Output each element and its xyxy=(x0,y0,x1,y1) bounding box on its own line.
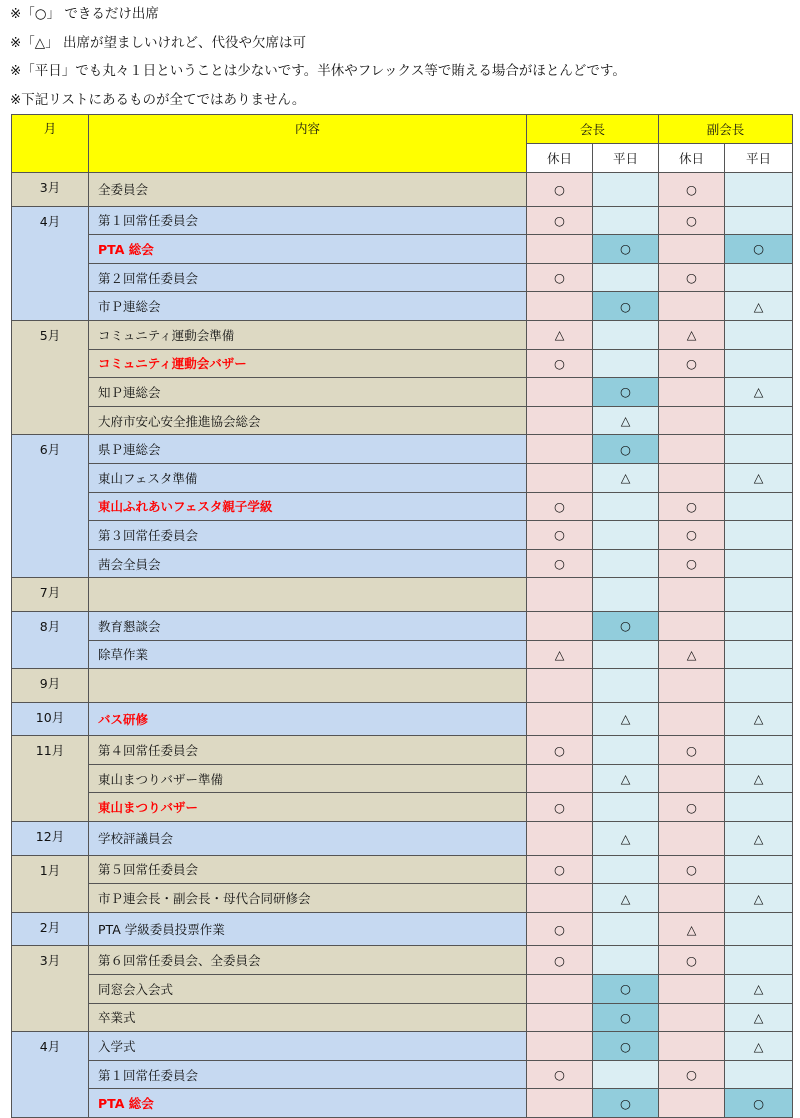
header-president-holiday: 休日 xyxy=(527,144,593,173)
table-row xyxy=(12,793,793,822)
vice-weekday-mark xyxy=(725,640,793,669)
table-row xyxy=(12,946,793,975)
event-name: 第２回常任委員会 xyxy=(89,263,527,292)
event-name: 学校評議員会 xyxy=(89,822,527,856)
note-list: ※下記リストにあるものが全てではありません。 xyxy=(10,91,306,108)
note-circle: ※「○」 できるだけ出席 xyxy=(10,6,159,22)
vice-holiday-mark xyxy=(659,578,725,612)
event-name: 市Ｐ連総会 xyxy=(89,292,527,321)
vice-weekday-mark xyxy=(725,1060,793,1089)
vice-holiday-mark: ○ xyxy=(659,946,725,975)
event-name: 大府市安心安全推進協会総会 xyxy=(89,406,527,435)
table-row xyxy=(12,435,793,464)
header-vice-weekday: 平日 xyxy=(725,144,793,173)
vice-holiday-mark xyxy=(659,669,725,703)
vice-holiday-mark: ○ xyxy=(659,793,725,822)
table-row xyxy=(12,640,793,669)
vice-weekday-mark: △ xyxy=(725,764,793,793)
vice-holiday-mark: △ xyxy=(659,640,725,669)
vice-weekday-mark: △ xyxy=(725,463,793,492)
event-name: 同窓会入会式 xyxy=(89,975,527,1004)
vice-holiday-mark xyxy=(659,1003,725,1032)
vice-holiday-mark xyxy=(659,822,725,856)
notes xyxy=(10,0,800,114)
president-weekday-mark: △ xyxy=(593,406,659,435)
schedule-table xyxy=(11,114,793,1118)
month-cell: 3月 xyxy=(12,946,89,1032)
president-holiday-mark: △ xyxy=(527,320,593,349)
vice-holiday-mark: ○ xyxy=(659,736,725,765)
vice-weekday-mark xyxy=(725,946,793,975)
event-name: 東山ふれあいフェスタ親子学級 xyxy=(89,492,527,521)
president-weekday-mark xyxy=(593,206,659,235)
table-row xyxy=(12,549,793,578)
event-name: 第１回常任委員会 xyxy=(89,1060,527,1089)
event-name: バス研修 xyxy=(89,702,527,736)
president-holiday-mark xyxy=(527,611,593,640)
president-weekday-mark: ○ xyxy=(593,435,659,464)
president-weekday-mark xyxy=(593,1060,659,1089)
president-holiday-mark: ○ xyxy=(527,736,593,765)
president-holiday-mark: ○ xyxy=(527,946,593,975)
president-holiday-mark xyxy=(527,406,593,435)
vice-weekday-mark xyxy=(725,349,793,378)
vice-holiday-mark xyxy=(659,378,725,407)
table-row xyxy=(12,884,793,913)
month-cell: 2月 xyxy=(12,912,89,946)
table-row xyxy=(12,736,793,765)
vice-holiday-mark: ○ xyxy=(659,263,725,292)
table-row xyxy=(12,173,793,207)
table-row xyxy=(12,349,793,378)
month-cell: 7月 xyxy=(12,578,89,612)
president-weekday-mark xyxy=(593,549,659,578)
vice-holiday-mark xyxy=(659,611,725,640)
president-weekday-mark xyxy=(593,173,659,207)
vice-weekday-mark xyxy=(725,855,793,884)
president-weekday-mark: △ xyxy=(593,702,659,736)
event-name: 東山フェスタ準備 xyxy=(89,463,527,492)
president-weekday-mark: ○ xyxy=(593,1003,659,1032)
table-row xyxy=(12,406,793,435)
vice-holiday-mark xyxy=(659,292,725,321)
president-weekday-mark: △ xyxy=(593,884,659,913)
table-row xyxy=(12,263,793,292)
president-holiday-mark xyxy=(527,702,593,736)
table-row xyxy=(12,206,793,235)
vice-holiday-mark xyxy=(659,435,725,464)
president-holiday-mark xyxy=(527,1003,593,1032)
vice-holiday-mark: ○ xyxy=(659,206,725,235)
vice-holiday-mark xyxy=(659,1032,725,1061)
event-name: 県Ｐ連総会 xyxy=(89,435,527,464)
president-weekday-mark xyxy=(593,521,659,550)
president-holiday-mark xyxy=(527,669,593,703)
president-holiday-mark: ○ xyxy=(527,793,593,822)
vice-weekday-mark: △ xyxy=(725,702,793,736)
event-name: 茜会全員会 xyxy=(89,549,527,578)
table-row xyxy=(12,1003,793,1032)
note-triangle: ※「△」 出席が望ましいけれど、代役や欠席は可 xyxy=(10,34,306,51)
vice-holiday-mark xyxy=(659,975,725,1004)
vice-weekday-mark xyxy=(725,173,793,207)
vice-holiday-mark: ○ xyxy=(659,492,725,521)
vice-weekday-mark xyxy=(725,435,793,464)
president-holiday-mark xyxy=(527,884,593,913)
president-weekday-mark xyxy=(593,946,659,975)
month-cell: 11月 xyxy=(12,736,89,822)
vice-holiday-mark: ○ xyxy=(659,521,725,550)
president-weekday-mark xyxy=(593,492,659,521)
vice-weekday-mark: △ xyxy=(725,1032,793,1061)
vice-weekday-mark: ○ xyxy=(725,1089,793,1118)
president-weekday-mark: △ xyxy=(593,822,659,856)
president-weekday-mark: ○ xyxy=(593,1089,659,1118)
table-row xyxy=(12,1032,793,1061)
president-holiday-mark: ○ xyxy=(527,263,593,292)
president-weekday-mark xyxy=(593,349,659,378)
president-holiday-mark xyxy=(527,764,593,793)
event-name: PTA 総会 xyxy=(89,235,527,264)
president-weekday-mark xyxy=(593,912,659,946)
vice-weekday-mark: △ xyxy=(725,975,793,1004)
president-weekday-mark xyxy=(593,578,659,612)
president-weekday-mark: ○ xyxy=(593,292,659,321)
vice-weekday-mark xyxy=(725,793,793,822)
table-row xyxy=(12,975,793,1004)
vice-weekday-mark: ○ xyxy=(725,235,793,264)
month-cell: 9月 xyxy=(12,669,89,703)
table-row xyxy=(12,669,793,703)
event-name: 入学式 xyxy=(89,1032,527,1061)
event-name: コミュニティ運動会バザー xyxy=(89,349,527,378)
month-cell: 3月 xyxy=(12,173,89,207)
president-weekday-mark xyxy=(593,669,659,703)
president-holiday-mark xyxy=(527,435,593,464)
header-president-weekday: 平日 xyxy=(593,144,659,173)
table-row xyxy=(12,492,793,521)
vice-holiday-mark: △ xyxy=(659,320,725,349)
president-holiday-mark xyxy=(527,975,593,1004)
vice-weekday-mark xyxy=(725,736,793,765)
president-holiday-mark xyxy=(527,463,593,492)
vice-holiday-mark xyxy=(659,702,725,736)
vice-holiday-mark: ○ xyxy=(659,549,725,578)
table-row xyxy=(12,764,793,793)
vice-holiday-mark: ○ xyxy=(659,349,725,378)
event-name: 東山まつりバザー xyxy=(89,793,527,822)
event-name: 第５回常任委員会 xyxy=(89,855,527,884)
vice-holiday-mark xyxy=(659,1089,725,1118)
table-row xyxy=(12,822,793,856)
president-weekday-mark: △ xyxy=(593,463,659,492)
vice-weekday-mark: △ xyxy=(725,378,793,407)
vice-holiday-mark xyxy=(659,884,725,913)
event-name: 東山まつりバザー準備 xyxy=(89,764,527,793)
month-cell: 1月 xyxy=(12,855,89,912)
event-name: 全委員会 xyxy=(89,173,527,207)
event-name: PTA 総会 xyxy=(89,1089,527,1118)
vice-weekday-mark: △ xyxy=(725,884,793,913)
vice-weekday-mark xyxy=(725,549,793,578)
president-weekday-mark: ○ xyxy=(593,235,659,264)
event-name: 卒業式 xyxy=(89,1003,527,1032)
event-name: PTA 学級委員投票作業 xyxy=(89,912,527,946)
vice-weekday-mark xyxy=(725,406,793,435)
event-name: コミュニティ運動会準備 xyxy=(89,320,527,349)
note-weekday: ※「平日」でも丸々１日ということは少ないです。半休やフレックス等で賄える場合がほとんどです。 xyxy=(10,63,626,79)
month-cell: 6月 xyxy=(12,435,89,578)
month-cell: 10月 xyxy=(12,702,89,736)
table-row xyxy=(12,611,793,640)
vice-weekday-mark xyxy=(725,263,793,292)
vice-holiday-mark: ○ xyxy=(659,173,725,207)
header-month: 月 xyxy=(12,115,89,173)
event-name: 第１回常任委員会 xyxy=(89,206,527,235)
table-row xyxy=(12,855,793,884)
president-holiday-mark: ○ xyxy=(527,855,593,884)
president-weekday-mark xyxy=(593,793,659,822)
president-holiday-mark xyxy=(527,292,593,321)
president-holiday-mark xyxy=(527,378,593,407)
vice-weekday-mark xyxy=(725,492,793,521)
month-cell: 12月 xyxy=(12,822,89,856)
president-holiday-mark: ○ xyxy=(527,349,593,378)
president-weekday-mark: △ xyxy=(593,764,659,793)
president-holiday-mark: ○ xyxy=(527,912,593,946)
event-name: 第４回常任委員会 xyxy=(89,736,527,765)
table-row xyxy=(12,1089,793,1118)
president-holiday-mark: ○ xyxy=(527,492,593,521)
table-row xyxy=(12,1060,793,1089)
vice-weekday-mark xyxy=(725,669,793,703)
president-holiday-mark: △ xyxy=(527,640,593,669)
vice-holiday-mark xyxy=(659,235,725,264)
president-weekday-mark: ○ xyxy=(593,378,659,407)
president-holiday-mark xyxy=(527,578,593,612)
president-weekday-mark xyxy=(593,855,659,884)
month-cell: 4月 xyxy=(12,206,89,320)
vice-weekday-mark: △ xyxy=(725,292,793,321)
president-weekday-mark: ○ xyxy=(593,975,659,1004)
month-cell: 4月 xyxy=(12,1032,89,1118)
president-weekday-mark xyxy=(593,263,659,292)
month-cell: 5月 xyxy=(12,320,89,434)
event-name: 知Ｐ連総会 xyxy=(89,378,527,407)
header-vice-holiday: 休日 xyxy=(659,144,725,173)
table-row xyxy=(12,235,793,264)
month-cell: 8月 xyxy=(12,611,89,668)
president-holiday-mark xyxy=(527,822,593,856)
president-holiday-mark: ○ xyxy=(527,206,593,235)
president-weekday-mark: ○ xyxy=(593,611,659,640)
header-content: 内容 xyxy=(89,115,527,173)
vice-weekday-mark xyxy=(725,578,793,612)
vice-weekday-mark xyxy=(725,521,793,550)
vice-weekday-mark xyxy=(725,912,793,946)
president-holiday-mark: ○ xyxy=(527,549,593,578)
vice-weekday-mark: △ xyxy=(725,1003,793,1032)
header-president: 会長 xyxy=(527,115,659,144)
vice-holiday-mark xyxy=(659,764,725,793)
president-holiday-mark xyxy=(527,235,593,264)
vice-holiday-mark: ○ xyxy=(659,855,725,884)
table-row xyxy=(12,521,793,550)
president-holiday-mark: ○ xyxy=(527,173,593,207)
table-row xyxy=(12,702,793,736)
president-weekday-mark xyxy=(593,640,659,669)
president-weekday-mark xyxy=(593,320,659,349)
vice-weekday-mark xyxy=(725,320,793,349)
event-name: 市Ｐ連会長・副会長・母代合同研修会 xyxy=(89,884,527,913)
schedule-body xyxy=(12,173,793,1118)
event-name: 第６回常任委員会、全委員会 xyxy=(89,946,527,975)
vice-weekday-mark: △ xyxy=(725,822,793,856)
president-holiday-mark: ○ xyxy=(527,521,593,550)
vice-weekday-mark xyxy=(725,611,793,640)
table-row xyxy=(12,320,793,349)
event-name: 除草作業 xyxy=(89,640,527,669)
vice-weekday-mark xyxy=(725,206,793,235)
vice-holiday-mark xyxy=(659,406,725,435)
header-vice-president: 副会長 xyxy=(659,115,793,144)
table-row xyxy=(12,378,793,407)
event-name xyxy=(89,578,527,612)
event-name: 教育懇談会 xyxy=(89,611,527,640)
vice-holiday-mark xyxy=(659,463,725,492)
vice-holiday-mark: △ xyxy=(659,912,725,946)
president-holiday-mark xyxy=(527,1089,593,1118)
table-row xyxy=(12,463,793,492)
table-row xyxy=(12,292,793,321)
vice-holiday-mark: ○ xyxy=(659,1060,725,1089)
president-holiday-mark: ○ xyxy=(527,1060,593,1089)
event-name xyxy=(89,669,527,703)
president-holiday-mark xyxy=(527,1032,593,1061)
table-row xyxy=(12,578,793,612)
president-weekday-mark: ○ xyxy=(593,1032,659,1061)
table-row xyxy=(12,912,793,946)
president-weekday-mark xyxy=(593,736,659,765)
event-name: 第３回常任委員会 xyxy=(89,521,527,550)
